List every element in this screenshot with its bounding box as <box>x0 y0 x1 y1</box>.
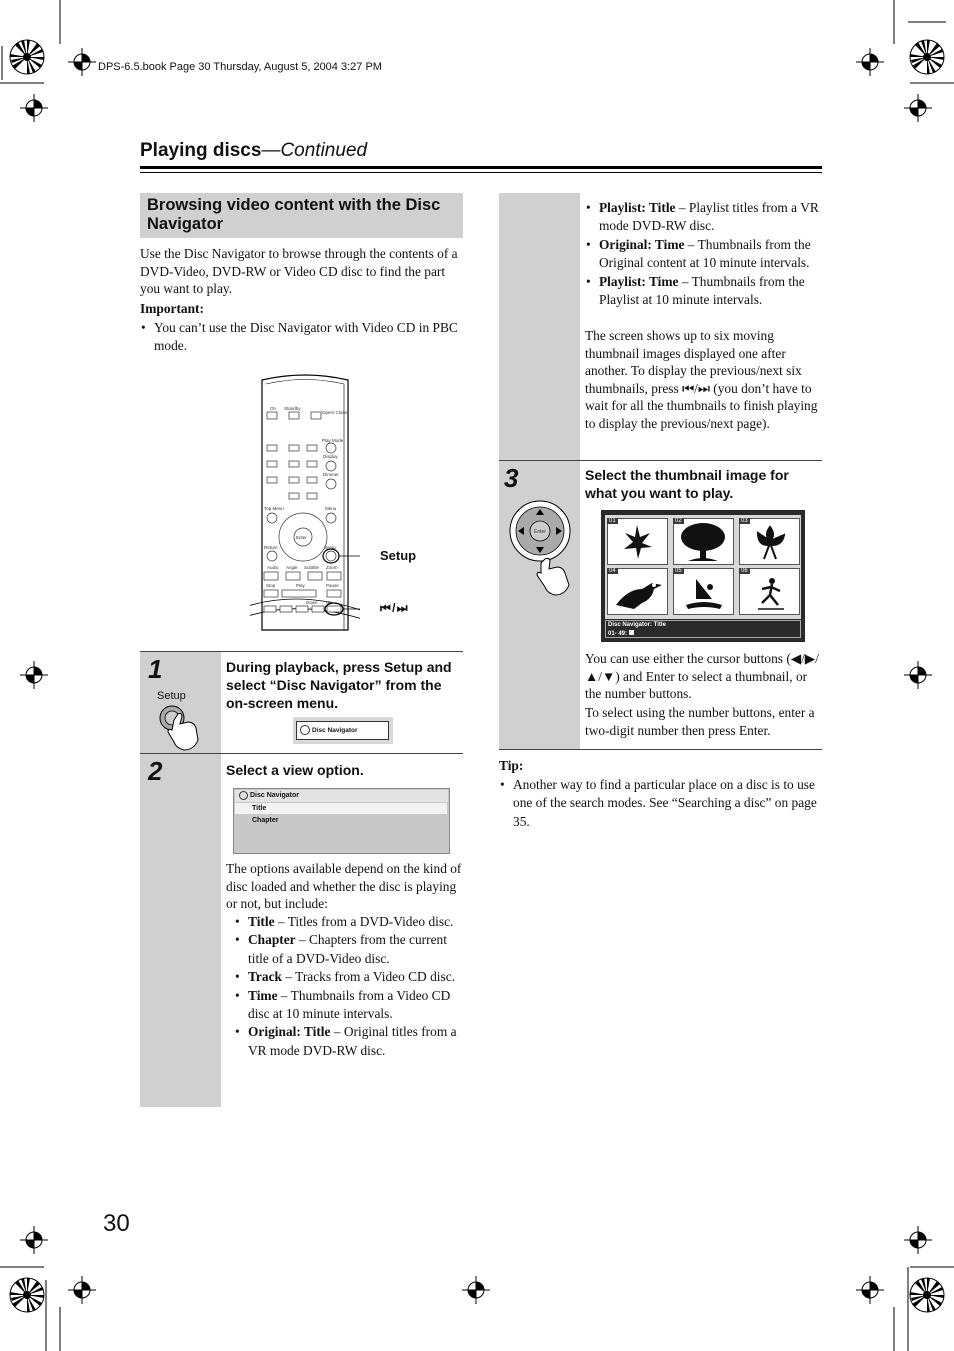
cursor-pad-icon <box>505 497 577 597</box>
step-2-intro: The options available depend on the kind of disc loaded and whether the disc is playing or not, but include: <box>226 861 462 912</box>
thumbnail-3[interactable] <box>739 518 800 565</box>
section-heading-box <box>140 193 463 238</box>
step-3-heading: Select the thumbnail image for what you want to play. <box>585 467 789 501</box>
key-down: Down <box>306 600 318 605</box>
header-rule-thin <box>140 172 822 173</box>
remote-setup-callout: Setup <box>380 548 417 563</box>
key-subtitle: Subtitle <box>304 565 320 570</box>
header-rule-thick <box>140 166 822 169</box>
thumbnail-4-number: 04 <box>609 568 616 574</box>
step-2-continued-sidebar <box>499 193 580 461</box>
thumbnail-bar-time-row <box>608 630 798 639</box>
key-angle: Angle <box>286 565 298 570</box>
key-return: Return <box>264 545 278 550</box>
page-title-continued: —Continued <box>261 140 368 161</box>
step-1-heading: During playback, press Setup and select “Disc Navigator” from the on-screen menu. <box>226 659 452 711</box>
bird-icon <box>608 569 667 614</box>
disc-navigator-menu-item <box>296 721 389 740</box>
key-pause: Pause <box>326 583 339 588</box>
option-chapter: • Chapter – Chapters from the current title of a DVD-Video disc. <box>226 931 462 968</box>
key-dimmer: Dimmer <box>323 472 339 477</box>
key-setup: Setup <box>324 545 336 550</box>
step-2-options <box>226 913 462 1060</box>
thumbnail-5-number: 05 <box>675 568 682 574</box>
key-stop: Stop <box>266 583 276 588</box>
disc-navigator-label: Disc Navigator <box>312 727 358 734</box>
step-3-para-2: To select using the number buttons, enter a two-digit number then press Enter. <box>585 705 815 738</box>
key-audio: Audio <box>267 565 279 570</box>
tip-label: Tip: <box>499 758 524 773</box>
disc-icon <box>239 791 248 800</box>
option-title: • Title – Titles from a DVD-Video disc. <box>226 913 462 931</box>
page-title-main: Playing discs <box>140 140 262 161</box>
step-3-number: 3 <box>504 463 519 493</box>
pad-enter-text: Enter <box>534 529 546 535</box>
step-2-heading: Select a view option. <box>226 762 364 778</box>
thumbnail-info-bar <box>605 620 801 638</box>
thumbnail-bar-title: Disc Navigator: Title <box>608 622 666 628</box>
remote-control-illustration <box>250 372 360 632</box>
important-label: Important: <box>140 301 204 316</box>
step-2-continued <box>499 193 822 461</box>
key-on: On <box>270 406 277 411</box>
key-topmenu: Top Menu <box>264 506 284 511</box>
thumbnail-6-number: 06 <box>741 568 748 574</box>
option-time: • Time – Thumbnails from a Video CD disc at 10 minute intervals. <box>226 987 462 1024</box>
print-header: DPS-6.5.book Page 30 Thursday, August 5, 2004 3:27 PM <box>98 61 382 73</box>
thumbnail-5[interactable] <box>673 568 734 615</box>
option-playlist-time: • Playlist: Time – Thumbnails from the Playlist at 10 minute intervals. <box>585 273 821 310</box>
key-standby: Standby <box>284 406 301 411</box>
thumbnail-2-number: 02 <box>675 518 682 524</box>
option-original-time: • Original: Time – Thumbnails from the Original content at 10 minute intervals. <box>585 236 821 273</box>
key-display: Display <box>323 454 338 459</box>
view-option-chapter-item[interactable]: Chapter <box>252 817 279 824</box>
view-option-title <box>235 790 448 802</box>
thumbnail-bar-time: 01- 49: <box>608 630 628 637</box>
section-intro: Use the Disc Navigator to browse through the contents of a DVD-Video, DVD-RW or Video CD disc to find the part you want to play. <box>140 246 458 297</box>
option-playlist-title: • Playlist: Title – Playlist titles from a VR mode DVD-RW disc. <box>585 199 821 236</box>
view-option-title-text: Disc Navigator <box>250 792 300 799</box>
leaf-icon <box>608 519 667 564</box>
key-menu: Menu <box>325 506 337 511</box>
disc-navigator-menu-screen <box>293 717 393 744</box>
step-1 <box>140 651 463 754</box>
tip-list <box>499 776 822 831</box>
press-button-icon <box>154 704 214 752</box>
key-zoom: Zoom <box>326 565 338 570</box>
disc-icon <box>629 630 634 635</box>
flower-icon <box>740 519 799 564</box>
option-original-title: • Original: Title – Original titles from a VR mode DVD-RW disc. <box>226 1023 462 1060</box>
step-3 <box>499 460 822 750</box>
key-playmode: Play Mode <box>322 438 344 443</box>
tip-item: • Another way to find a particular place on a disc is to use one of the search modes. See “Searching a disc” on page 35. <box>499 776 822 831</box>
thumbnail-screen <box>601 510 805 642</box>
tree-icon <box>674 519 733 564</box>
important-item: • You can’t use the Disc Navigator with Video CD in PBC mode. <box>140 319 463 356</box>
step-3-para-1: You can use either the cursor buttons (◀/▶/▲/▼) and Enter to select a thumbnail, or the number buttons. <box>585 651 819 702</box>
windsurfer-icon <box>674 569 733 614</box>
step-1-icon-label: Setup <box>157 690 186 702</box>
key-play: Play <box>296 583 305 588</box>
skater-icon <box>740 569 799 614</box>
thumbnail-3-number: 03 <box>741 518 748 524</box>
section-heading: Browsing video content with the Disc Navigator <box>147 196 441 233</box>
remote-skip-callout: ⏮ / ⏭ <box>380 601 407 615</box>
page-title <box>140 140 367 162</box>
thumbnail-4[interactable] <box>607 568 668 615</box>
key-up: Up <box>326 600 332 605</box>
step-2-sidebar <box>140 754 221 1107</box>
thumbnail-1-number: 01 <box>609 518 616 524</box>
thumbnail-1[interactable] <box>607 518 668 565</box>
important-list <box>140 319 463 356</box>
key-open: Open/ Close <box>322 410 348 415</box>
page-number: 30 <box>103 1210 130 1237</box>
step-2-number: 2 <box>148 756 163 786</box>
disc-icon <box>300 725 310 735</box>
option-track: • Track – Tracks from a Video CD disc. <box>226 968 462 986</box>
continued-options <box>585 199 821 309</box>
view-option-screen <box>233 788 450 854</box>
step-1-number: 1 <box>148 654 163 684</box>
step-2 <box>140 753 463 1107</box>
thumbnail-2[interactable] <box>673 518 734 565</box>
thumbnail-paragraph: The screen shows up to six moving thumbnail images displayed one after another. To display the previous/next six thumbnails, press ⏮/⏭ (you don’t have to wait for all the thumbnails to finish playing to display the previous/next page). <box>585 328 818 431</box>
view-option-title-item[interactable]: Title <box>235 803 447 814</box>
thumbnail-6[interactable] <box>739 568 800 615</box>
key-enter: Enter <box>296 535 307 540</box>
